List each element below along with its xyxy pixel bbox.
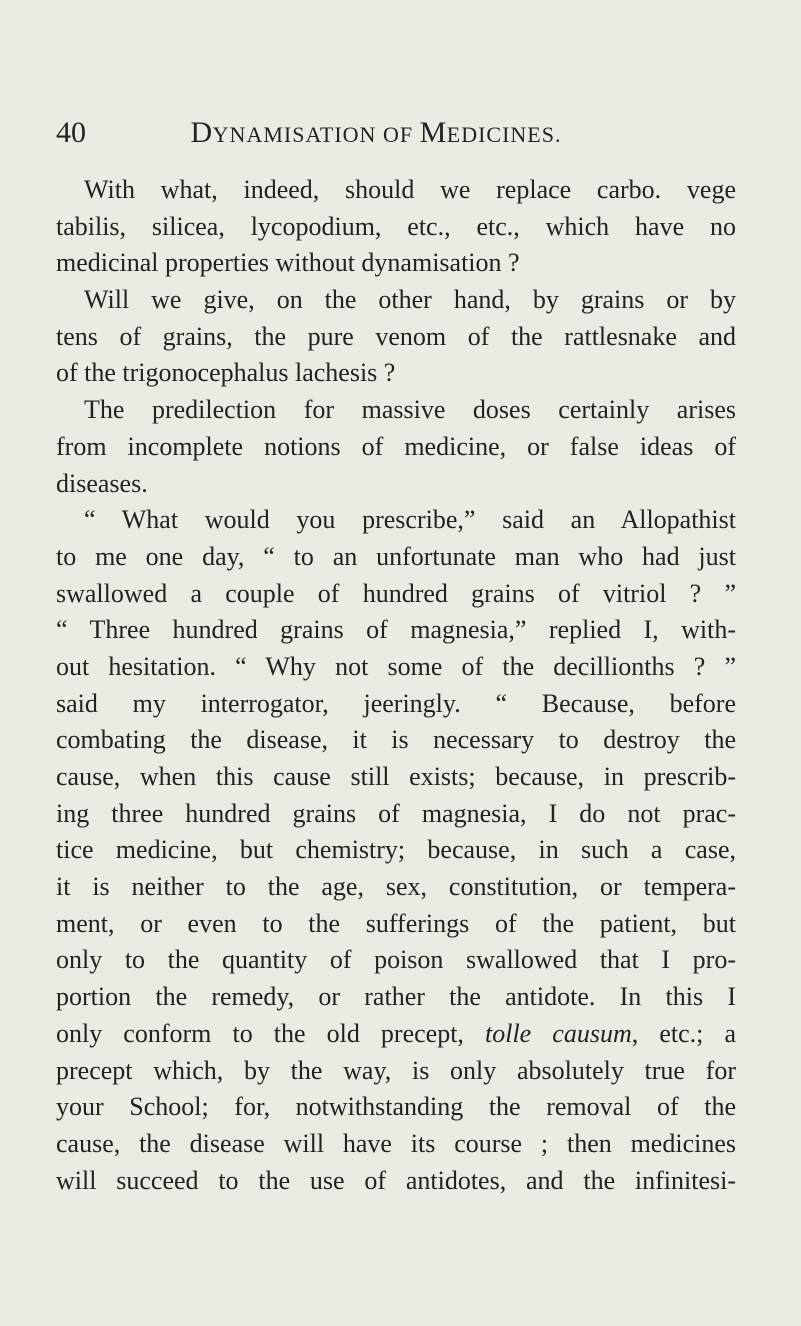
running-head-smallcaps: YNAMISATION OF — [212, 122, 420, 147]
latin-phrase: tolle causum — [485, 1018, 632, 1048]
text-line: from incomplete notions of medicine, or false ideas of — [56, 431, 736, 461]
text-line: tens of grains, the pure venom of the rattlesnake and — [56, 321, 736, 351]
text-line: it is neither to the age, sex, constitution, or tempera- — [56, 872, 736, 902]
text-line: of the trigonocephalus lachesis ? — [56, 358, 396, 388]
text-line: precept which, by the way, is only absolutely true for — [56, 1055, 736, 1085]
text-line: “ What would you prescribe,” said an Allopathist — [84, 505, 736, 535]
text-line: With what, indeed, should we replace carbo. vege — [84, 175, 736, 204]
text-line: medicinal properties without dynamisation ? — [56, 248, 520, 278]
text-line: “ Three hundred grains of magnesia,” replied I, with- — [56, 615, 736, 645]
text-line: combating the disease, it is necessary to destroy the — [56, 725, 736, 755]
page-number: 40 — [56, 116, 86, 149]
running-head-cap: D — [190, 116, 213, 149]
text-line — [56, 1016, 736, 1053]
running-head — [56, 113, 696, 155]
text-line: ing three hundred grains of magnesia, I do not prac- — [56, 798, 736, 828]
running-head-smallcaps: EDICINES. — [446, 122, 562, 147]
text-line: cause, the disease will have its course ; then medicines — [56, 1128, 736, 1158]
running-head-cap: M — [419, 116, 447, 149]
text-line: Will we give, on the other hand, by grains or by — [84, 285, 736, 315]
text-line: only to the quantity of poison swallowed that I pro- — [56, 945, 736, 975]
text-line: tabilis, silicea, lycopodium, etc., etc., which have no — [56, 211, 736, 241]
text-line: swallowed a couple of hundred grains of vitriol ? ” — [56, 578, 736, 608]
body-text — [56, 172, 736, 1199]
text-line: The predilection for massive doses certainly arises — [84, 395, 736, 425]
page-header — [56, 113, 756, 153]
text-line: will succeed to the use of antidotes, and the infinitesi- — [56, 1165, 736, 1195]
text-line: diseases. — [56, 468, 148, 498]
text-line: said my interrogator, jeeringly. “ Because, before — [56, 688, 736, 718]
text-line: to me one day, “ to an unfortunate man who had just — [56, 541, 736, 571]
text-line: cause, when this cause still exists; because, in prescrib- — [56, 762, 736, 791]
text-line: ment, or even to the sufferings of the patient, but — [56, 908, 736, 938]
text-run: , etc.; a — [631, 1018, 736, 1048]
text-line: your School; for, notwithstanding the removal of the — [56, 1092, 736, 1122]
text-line: portion the remedy, or rather the antidote. In this I — [56, 982, 736, 1012]
text-run: only conform to the old precept, — [56, 1018, 486, 1048]
text-line: out hesitation. “ Why not some of the decillionths ? ” — [56, 651, 736, 681]
text-line: tice medicine, but chemistry; because, in such a case, — [56, 835, 736, 865]
